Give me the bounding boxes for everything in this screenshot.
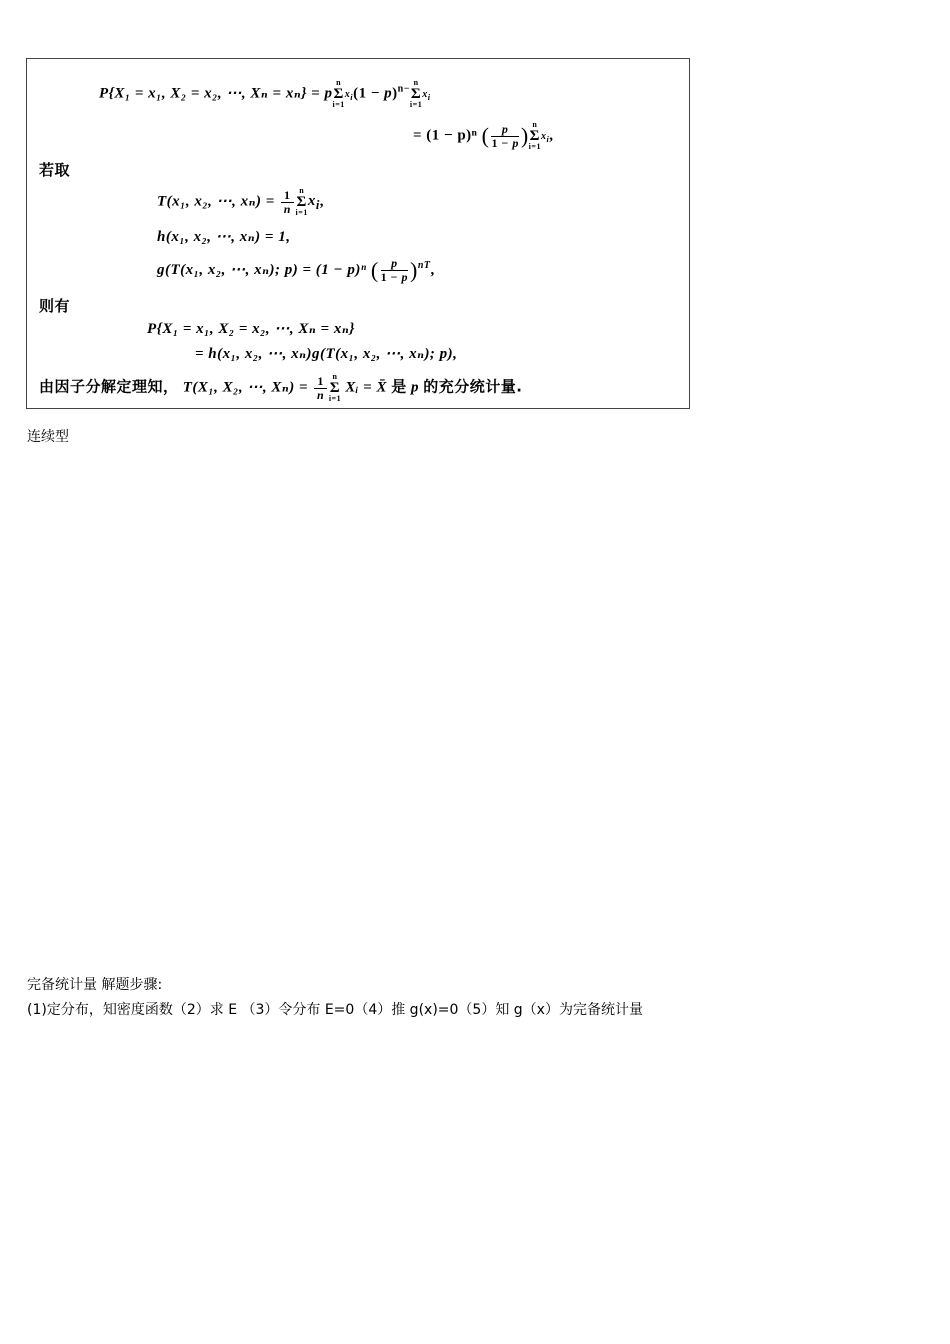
formula-rewrite: = (1 − p)ⁿ ( $\frac{p}{1 - p}$ ) n Σ $i=1x_i$,: [413, 120, 554, 151]
formula-text: T(x₁, x₂, ⋯, xₙ) =: [157, 193, 275, 210]
heading-complete-statistic: 完备统计量 解题步骤:: [27, 977, 163, 993]
label-continuous-type: 连续型: [27, 429, 69, 445]
conclusion-xbar: Xᵢ = X̄: [345, 379, 387, 396]
formula-T-definition: T(x₁, x₂, ⋯, xₙ) = $\frac{1}{n}$ n Σ $i=1x_i$,: [157, 186, 325, 217]
label-ruoqu: 若取: [39, 161, 71, 179]
formula-joint-probability: P{X₁ = x₁, X₂ = x₂, ⋯, Xₙ = xₙ} = pn Σ $i=1x_i(1 - p)^{n-}n$ Σ $i=1x_i$: [99, 78, 431, 109]
solution-steps: (1)定分布，知密度函数（2）求 E （3）令分布 E=0（4）推 g(x)=0（5）知 g（x）为完备统计量: [27, 1002, 643, 1018]
formula-conclusion: 由因子分解定理知， T(X₁, X₂, ⋯, Xₙ) = $\frac{1}{n}$ n Σ i=1 Xᵢ = X̄ 是 p 的充分统计量.: [39, 372, 523, 403]
formula-text: = (1 − p)ⁿ: [413, 127, 478, 144]
label-zeyou: 则有: [39, 297, 71, 315]
formula-factorization: = h(x₁, x₂, ⋯, xₙ)g(T(x₁, x₂, ⋯, xₙ); p),: [195, 346, 458, 362]
conclusion-p: p: [410, 379, 419, 396]
formula-text: P{X₁ = x₁, X₂ = x₂, ⋯, Xₙ = xₙ} =: [99, 85, 321, 102]
conclusion-T: T(X₁, X₂, ⋯, Xₙ) =: [182, 379, 309, 396]
conclusion-shi: 是: [391, 377, 407, 396]
conclusion-text: 由因子分解定理知，: [39, 377, 179, 396]
formula-h-definition: h(x₁, x₂, ⋯, xₙ) = 1,: [157, 229, 291, 245]
formula-text: g(T(x₁, x₂, ⋯, xₙ); p) = (1 − p)ⁿ: [157, 261, 367, 278]
formula-image: [26, 58, 690, 409]
conclusion-suffix: 的充分统计量.: [423, 377, 523, 396]
formula-P-restated: P{X₁ = x₁, X₂ = x₂, ⋯, Xₙ = xₙ}: [147, 321, 355, 337]
formula-g-definition: g(T(x₁, x₂, ⋯, xₙ); p) = (1 − p)ⁿ ( $\frac{p}{1 - p}$ )$^{nT}$,: [157, 256, 435, 284]
